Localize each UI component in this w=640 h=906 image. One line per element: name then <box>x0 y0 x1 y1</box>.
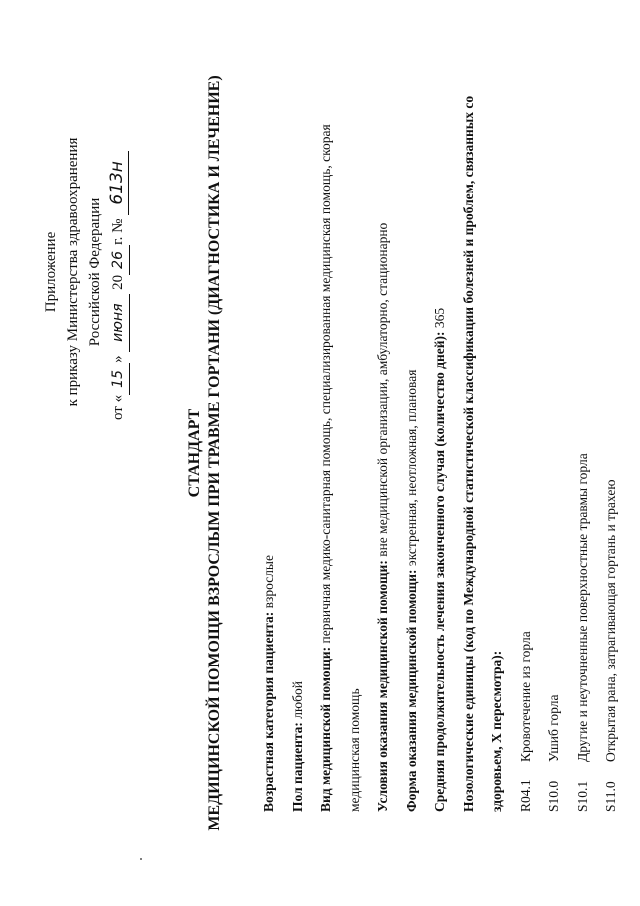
icd-code: S10.0 <box>546 780 561 812</box>
field-form: Форма оказания медицинской помощи: экстренная, неотложная, плановая <box>403 369 419 812</box>
icd-code: S10.1 <box>574 780 590 812</box>
day-quote: » <box>110 355 126 363</box>
handwritten-month: июня <box>107 294 130 352</box>
title-line-2: МЕДИЦИНСКОЙ ПОМОЩИ ВЗРОСЛЫМ ПРИ ТРАВМЕ ГОРТАНИ (ДИАГНОСТИКА И ЛЕЧЕНИЕ) <box>206 75 223 831</box>
field-care-type: Вид медицинской помощи: первичная медико-санитарная помощь, специализированная медицинская помощь, скорая медицинская помощь <box>318 124 362 812</box>
appendix-line-2: к приказу Министерства здравоохранения <box>65 137 81 407</box>
icd-code: R04.1 <box>517 779 533 812</box>
appendix-line-1: Приложение <box>43 231 59 313</box>
list-item <box>540 52 569 812</box>
document-title <box>185 0 225 906</box>
list-item <box>597 52 626 812</box>
year-prefix: 20 <box>110 274 126 290</box>
field-age: Возрастная категория пациента: взрослые <box>261 555 276 812</box>
appendix-block <box>40 122 130 422</box>
scan-speck <box>140 858 142 860</box>
list-item <box>569 52 598 812</box>
icd-name: Кровотечение из горла <box>517 631 533 762</box>
icd-code-list <box>512 52 626 812</box>
list-item <box>512 52 541 812</box>
appendix-line-3: Российской Федерации <box>87 197 103 347</box>
field-sex: Пол пациента: любой <box>289 681 305 812</box>
document-body <box>255 52 626 812</box>
icd-name: Другие и неуточненные поверхностные травмы горла <box>574 453 590 762</box>
icd-name: Ушиб горла <box>546 694 561 762</box>
order-date-number <box>106 122 130 422</box>
handwritten-day: 15 <box>107 363 130 395</box>
year-number-label: г. № <box>110 218 126 245</box>
icd-name: Открытая рана, затрагивающая гортань и трахею <box>603 479 618 762</box>
handwritten-order-number: 613н <box>106 151 129 215</box>
field-duration: Средняя продолжительность лечения законченного случая (количество дней): 365 <box>432 307 447 812</box>
icd-code: S11.0 <box>603 781 618 812</box>
handwritten-year: 26 <box>107 245 130 275</box>
from-prefix: от « <box>110 394 126 420</box>
field-conditions: Условия оказания медицинской помощи: вне медицинской организации, амбулаторно, стационарно <box>375 222 390 812</box>
field-nosology: Нозологические единицы (код по Международной статистической классификации болезней и проблем, связанных со здоровьем, X пересмотра): <box>460 95 504 812</box>
title-line-1: СТАНДАРТ <box>186 408 203 498</box>
